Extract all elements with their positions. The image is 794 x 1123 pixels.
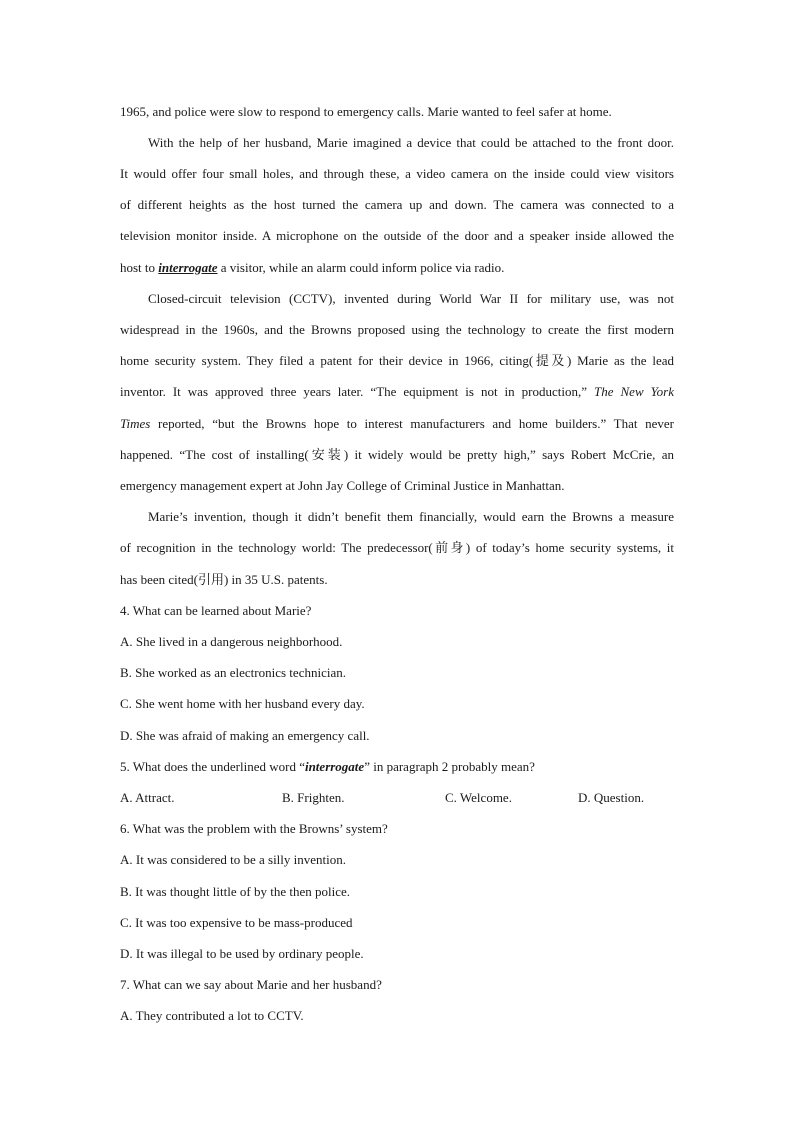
question-stem: 6. What was the problem with the Browns’ system? bbox=[120, 821, 388, 836]
passage-line: 1965, and police were slow to respond to emergency calls. Marie wanted to feel safer at home. bbox=[120, 104, 612, 119]
answer-option: B. It was thought little of by the then police. bbox=[120, 884, 350, 899]
answer-option: D. Question. bbox=[578, 790, 645, 805]
answer-option: B. She worked as an electronics technician. bbox=[120, 665, 346, 680]
underlined-word: interrogate bbox=[158, 260, 218, 275]
passage-line: inventor. It was approved three years later. “The equipment is not in production,” The New York bbox=[120, 384, 674, 399]
passage-line: host to interrogate a visitor, while an alarm could inform police via radio. bbox=[120, 260, 505, 275]
passage-line: It would offer four small holes, and through these, a video camera on the inside could view visitors bbox=[120, 166, 674, 181]
passage-line: Closed-circuit television (CCTV), invented during World War II for military use, was not bbox=[148, 291, 674, 306]
question-stem: 4. What can be learned about Marie? bbox=[120, 603, 312, 618]
answer-option: A. It was considered to be a silly invention. bbox=[120, 852, 347, 867]
passage-line: home security system. They filed a patent for their device in 1966, citing(提及) Marie as the lead bbox=[120, 353, 674, 368]
passage-line: television monitor inside. A microphone on the outside of the door and a speaker inside allowed the bbox=[120, 228, 674, 243]
answer-option: A. Attract. bbox=[120, 790, 175, 805]
answer-option: C. It was too expensive to be mass-produced bbox=[120, 915, 353, 930]
passage-line: of recognition in the technology world: The predecessor(前身) of today’s home security systems, it bbox=[120, 540, 674, 555]
passage-line: emergency management expert at John Jay College of Criminal Justice in Manhattan. bbox=[120, 478, 565, 493]
passage-line: happened. “The cost of installing(安装) it widely would be pretty high,” says Robert McCrie, an bbox=[120, 447, 674, 462]
answer-option: C. Welcome. bbox=[445, 790, 512, 805]
answer-option: C. She went home with her husband every day. bbox=[120, 696, 365, 711]
answer-option: D. It was illegal to be used by ordinary people. bbox=[120, 946, 364, 961]
newspaper-title: The New York bbox=[594, 384, 674, 399]
answer-option: B. Frighten. bbox=[282, 790, 345, 805]
passage-line: With the help of her husband, Marie imagined a device that could be attached to the front door. bbox=[148, 135, 674, 150]
answer-option: A. They contributed a lot to CCTV. bbox=[120, 1008, 304, 1023]
passage-line: widespread in the 1960s, and the Browns proposed using the technology to create the first modern bbox=[120, 322, 674, 337]
quoted-word: interrogate bbox=[304, 759, 365, 774]
passage-line: Marie’s invention, though it didn’t benefit them financially, would earn the Browns a measure bbox=[148, 509, 674, 524]
answer-option: D. She was afraid of making an emergency call. bbox=[120, 728, 370, 743]
question-stem: 7. What can we say about Marie and her husband? bbox=[120, 977, 382, 992]
passage-line: of different heights as the host turned the camera up and down. The camera was connected to a bbox=[120, 197, 674, 212]
question-stem: 5. What does the underlined word “interrogate” in paragraph 2 probably mean? bbox=[120, 759, 535, 774]
passage-line: has been cited(引用) in 35 U.S. patents. bbox=[120, 572, 328, 587]
newspaper-title: Times bbox=[120, 416, 151, 431]
answer-option: A. She lived in a dangerous neighborhood. bbox=[120, 634, 343, 649]
passage-line: Times reported, “but the Browns hope to interest manufacturers and home builders.” That never bbox=[120, 416, 674, 431]
